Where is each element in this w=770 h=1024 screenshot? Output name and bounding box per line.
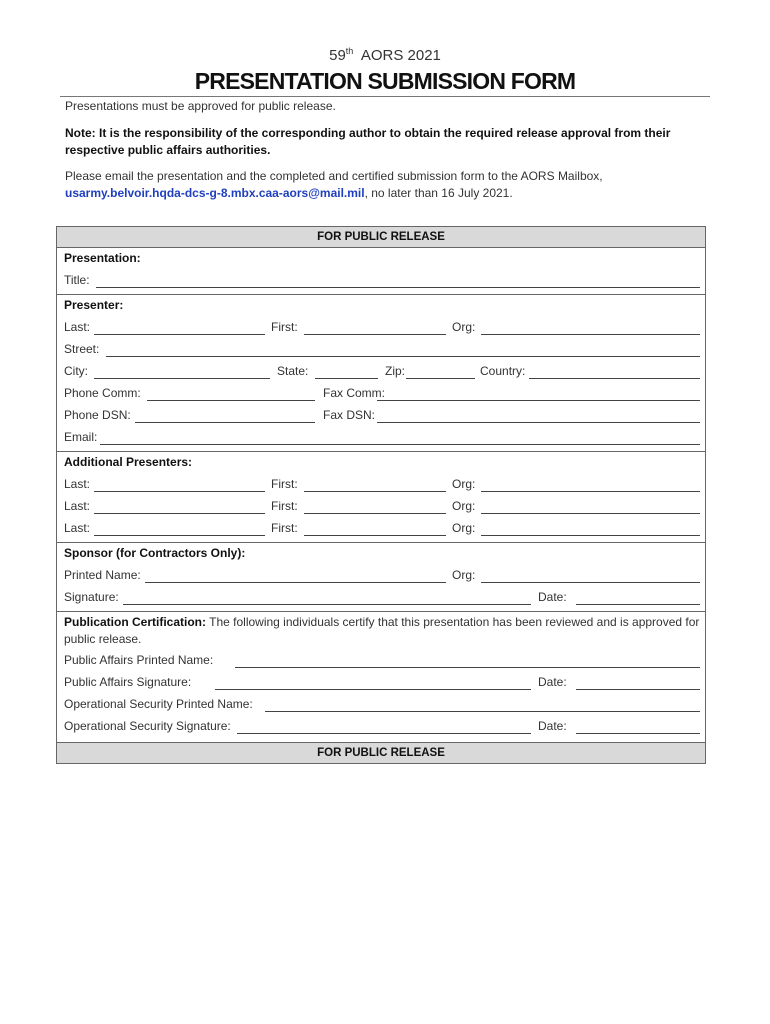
- publication-certification-heading: Publication Certification:: [64, 615, 207, 629]
- additional-first-field[interactable]: [304, 513, 446, 514]
- presenter-org-label: Org:: [452, 320, 476, 334]
- section-divider: [57, 294, 705, 295]
- state-field[interactable]: [315, 378, 378, 379]
- additional-last-field[interactable]: [94, 513, 265, 514]
- opsec-date-field[interactable]: [576, 733, 700, 734]
- additional-last-field[interactable]: [94, 491, 265, 492]
- approval-text: Presentations must be approved for public release.: [65, 99, 336, 113]
- opsec-printed-name-label: Operational Security Printed Name:: [64, 697, 253, 711]
- pa-signature-field[interactable]: [215, 689, 531, 690]
- sponsor-heading: Sponsor (for Contractors Only):: [64, 546, 246, 560]
- banner-divider: [57, 247, 705, 248]
- pa-signature-label: Public Affairs Signature:: [64, 675, 192, 689]
- fax-dsn-label: Fax DSN:: [323, 408, 376, 422]
- phone-comm-label: Phone Comm:: [64, 386, 141, 400]
- page-title: PRESENTATION SUBMISSION FORM: [194, 68, 576, 94]
- publication-certification-text: Publication Certification: The following individuals certify that this presentation has been reviewed and is approved for public release.: [64, 615, 700, 646]
- responsibility-note: Note: It is the responsibility of the corresponding author to obtain the required release approval from their respective public affairs authorities.: [65, 126, 671, 157]
- phone-dsn-label: Phone DSN:: [64, 408, 131, 422]
- presenter-last-field[interactable]: [94, 334, 265, 335]
- section-divider: [57, 611, 705, 612]
- additional-last-label: Last:: [64, 521, 91, 535]
- title-label: Title:: [64, 273, 90, 287]
- additional-first-label: First:: [271, 521, 298, 535]
- zip-field[interactable]: [406, 378, 475, 379]
- additional-first-field[interactable]: [304, 535, 446, 536]
- additional-org-field[interactable]: [481, 491, 700, 492]
- opsec-printed-name-field[interactable]: [265, 711, 700, 712]
- sponsor-date-label: Date:: [538, 590, 567, 604]
- additional-last-label: Last:: [64, 477, 91, 491]
- opsec-signature-field[interactable]: [237, 733, 531, 734]
- public-release-banner: FOR PUBLIC RELEASE: [57, 227, 705, 247]
- zip-label: Zip:: [385, 364, 406, 378]
- country-label: Country:: [480, 364, 526, 378]
- pa-printed-name-label: Public Affairs Printed Name:: [64, 653, 214, 667]
- event-subtitle: 59th AORS 2021: [329, 46, 441, 64]
- email-label: Email:: [64, 430, 98, 444]
- presenter-first-field[interactable]: [304, 334, 446, 335]
- submission-form: [56, 226, 706, 764]
- additional-org-label: Org:: [452, 521, 476, 535]
- public-release-footer-banner: FOR PUBLIC RELEASE: [57, 743, 705, 763]
- aors-mailbox-link[interactable]: usarmy.belvoir.hqda-dcs-g-8.mbx.caa-aors@mail.mil: [65, 186, 365, 200]
- additional-last-label: Last:: [64, 499, 91, 513]
- presentation-heading: Presentation:: [64, 251, 141, 265]
- opsec-date-label: Date:: [538, 719, 567, 733]
- street-field[interactable]: [106, 356, 700, 357]
- fax-comm-label: Fax Comm:: [323, 386, 386, 400]
- additional-org-label: Org:: [452, 499, 476, 513]
- sponsor-org-label: Org:: [452, 568, 476, 582]
- title-field[interactable]: [96, 287, 700, 288]
- country-field[interactable]: [529, 378, 700, 379]
- submission-instructions: Please email the presentation and the completed and certified submission form to the AORS Mailbox, usarmy.belvoir.hqda-dcs-g-8.mbx.caa-aors@mail.mil, no later than 16 July 2021.: [65, 169, 603, 200]
- fax-dsn-field[interactable]: [377, 422, 700, 423]
- additional-first-label: First:: [271, 499, 298, 513]
- additional-presenters-heading: Additional Presenters:: [64, 455, 193, 469]
- opsec-signature-label: Operational Security Signature:: [64, 719, 231, 733]
- sponsor-signature-label: Signature:: [64, 590, 119, 604]
- section-divider: [57, 542, 705, 543]
- sponsor-org-field[interactable]: [481, 582, 700, 583]
- sponsor-date-field[interactable]: [576, 604, 700, 605]
- pa-printed-name-field[interactable]: [235, 667, 700, 668]
- phone-dsn-field[interactable]: [135, 422, 315, 423]
- additional-org-field[interactable]: [481, 535, 700, 536]
- additional-first-label: First:: [271, 477, 298, 491]
- presenter-org-field[interactable]: [481, 334, 700, 335]
- phone-comm-field[interactable]: [147, 400, 315, 401]
- additional-org-label: Org:: [452, 477, 476, 491]
- presenter-last-label: Last:: [64, 320, 91, 334]
- pa-date-label: Date:: [538, 675, 567, 689]
- city-field[interactable]: [94, 378, 270, 379]
- additional-org-field[interactable]: [481, 513, 700, 514]
- pa-date-field[interactable]: [576, 689, 700, 690]
- fax-comm-field[interactable]: [377, 400, 700, 401]
- sponsor-printed-name-label: Printed Name:: [64, 568, 141, 582]
- presenter-heading: Presenter:: [64, 298, 124, 312]
- title-rule: [60, 96, 710, 97]
- additional-last-field[interactable]: [94, 535, 265, 536]
- presenter-first-label: First:: [271, 320, 298, 334]
- city-label: City:: [64, 364, 88, 378]
- sponsor-printed-name-field[interactable]: [145, 582, 446, 583]
- sponsor-signature-field[interactable]: [123, 604, 531, 605]
- state-label: State:: [277, 364, 309, 378]
- email-field[interactable]: [100, 444, 700, 445]
- street-label: Street:: [64, 342, 100, 356]
- additional-first-field[interactable]: [304, 491, 446, 492]
- section-divider: [57, 451, 705, 452]
